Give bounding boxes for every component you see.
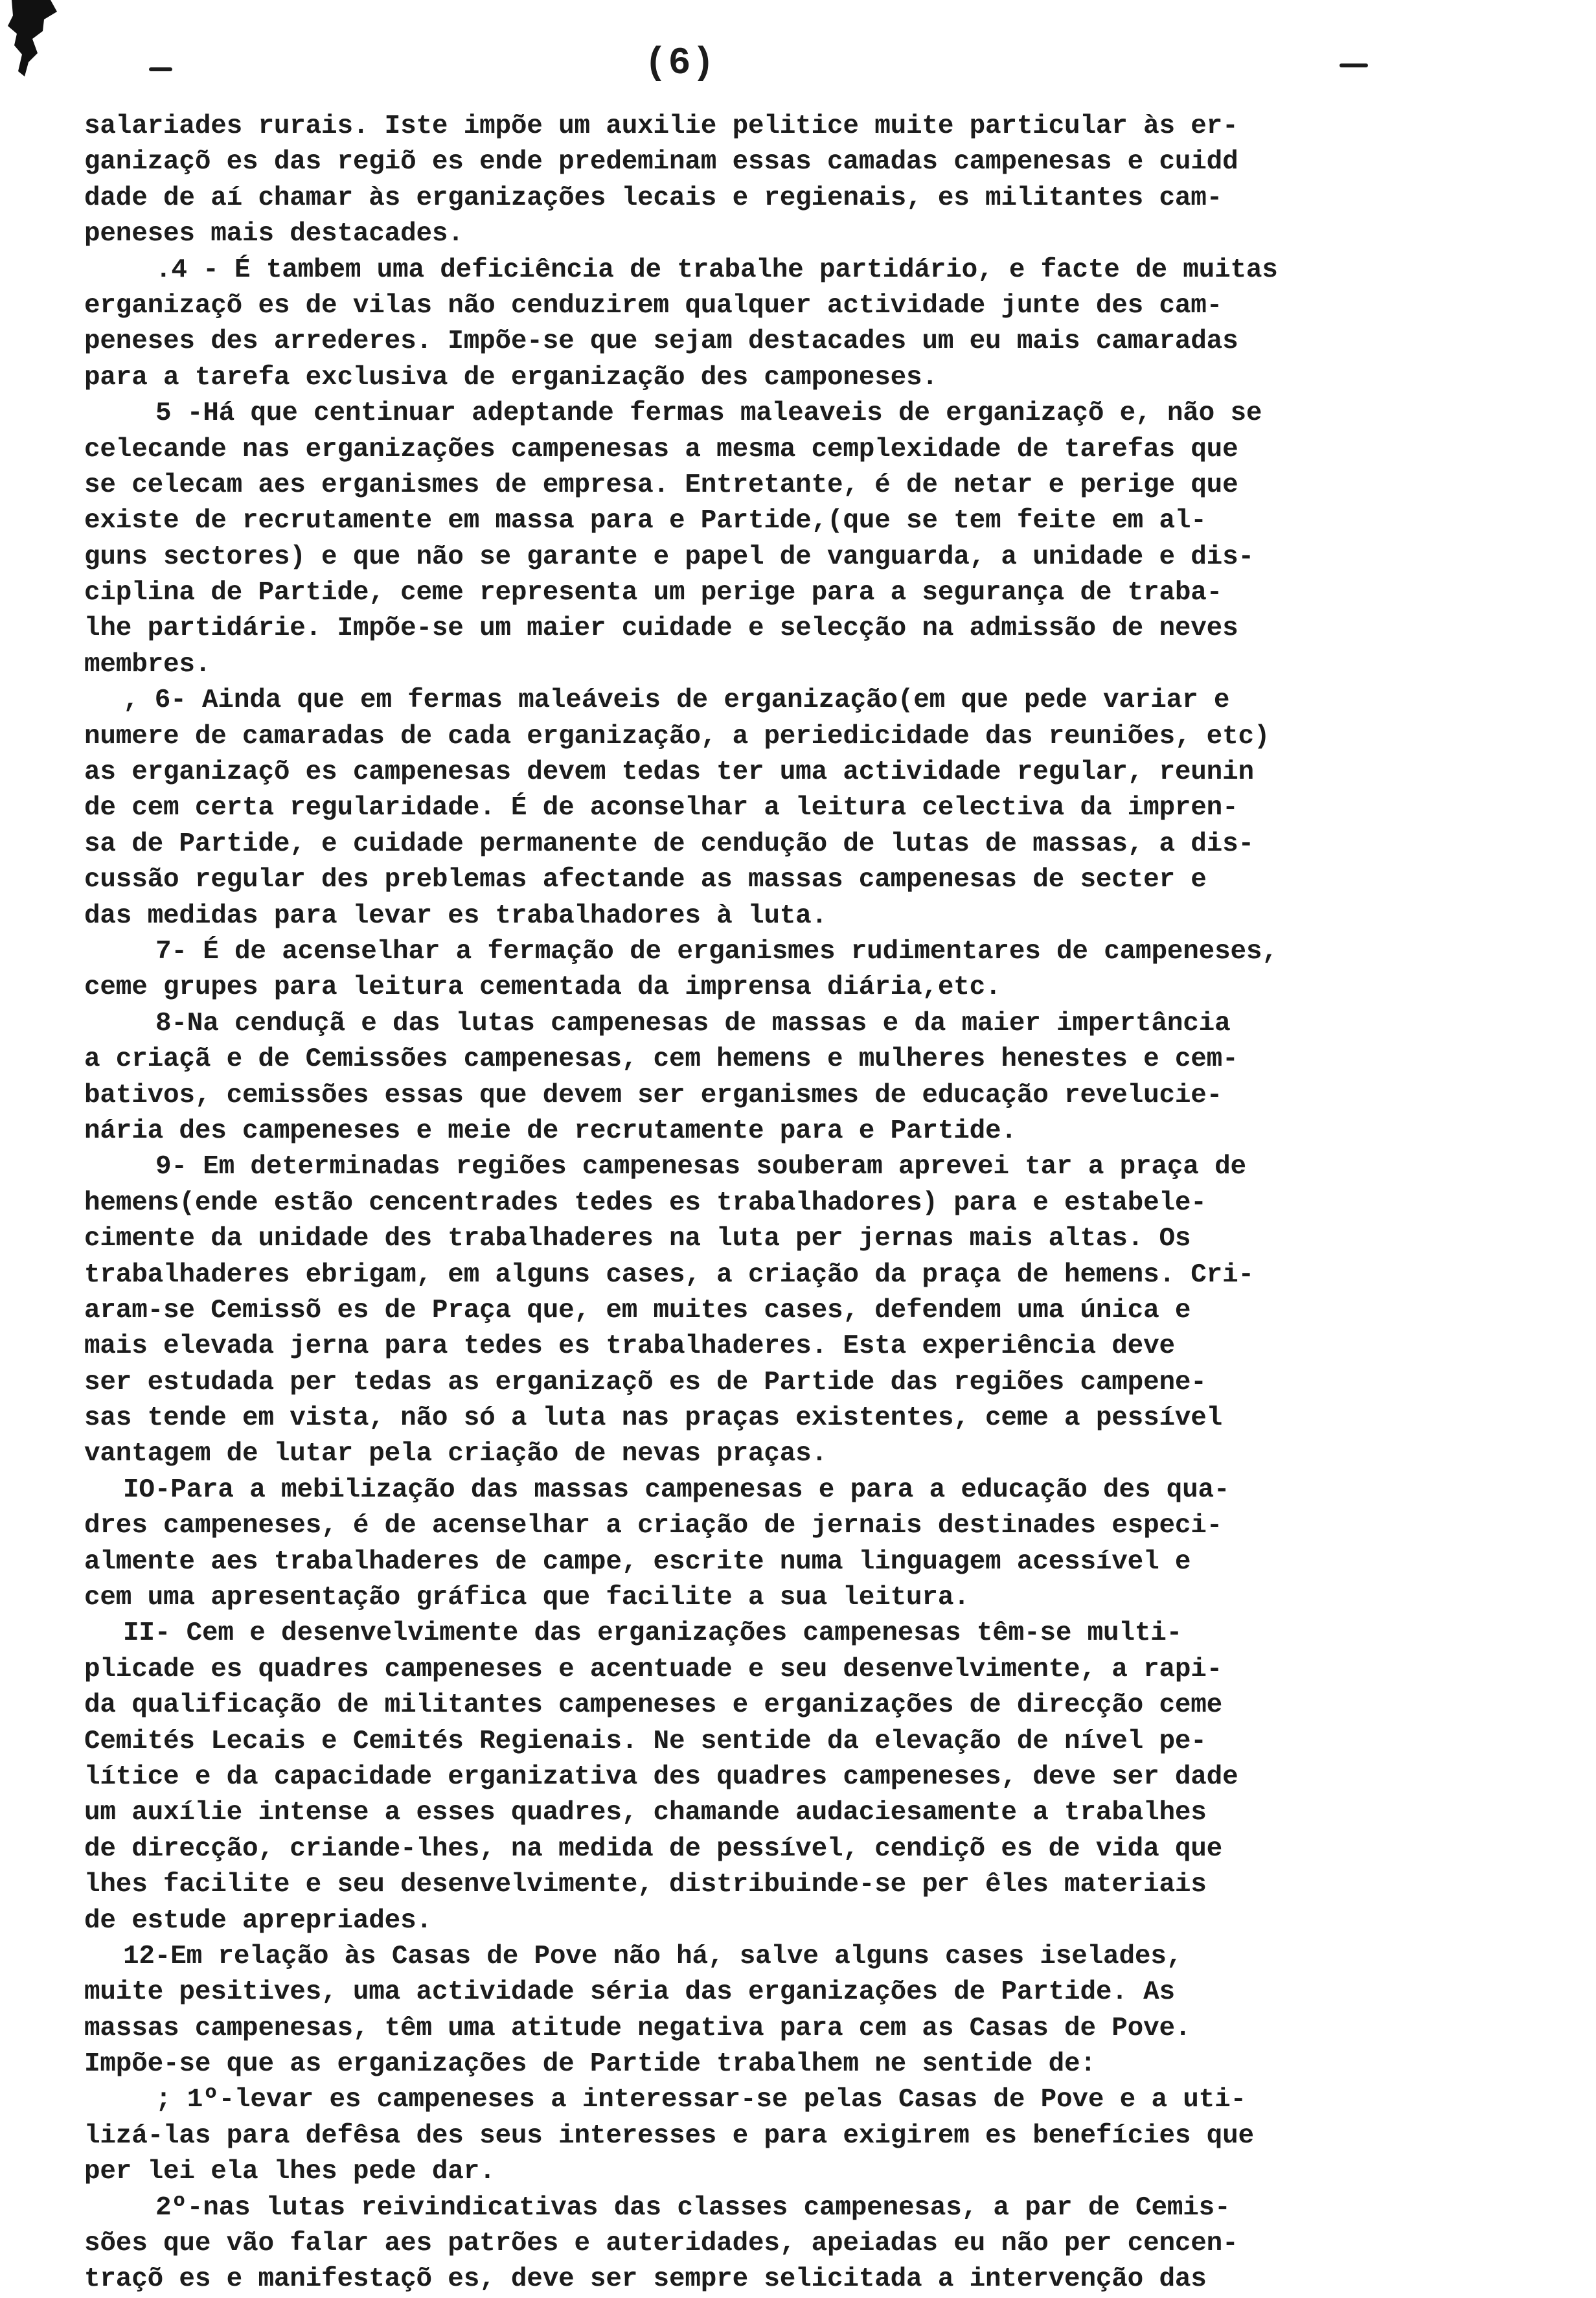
text-line: ceme grupes para leitura cementada da imprensa diária,etc. [84,972,1001,1003]
text-line: lítice e da capacidade erganizativa des quadres campeneses, deve ser dade [84,1762,1238,1792]
text-line: sas tende em vista, não só a luta nas praças existentes, ceme a pessível [84,1403,1223,1434]
text-line: IO-Para a mebilização das massas campenesas e para a educação des qua- [123,1475,1230,1505]
text-line: 5 -Há que centinuar adeptande fermas maleaveis de erganizaçõ e, não se [155,398,1262,429]
text-line: mais elevada jerna para tedes es trabalhaderes. Esta experiência deve [84,1331,1175,1362]
text-line: cem uma apresentação gráfica que facilite a sua leitura. [84,1583,970,1613]
text-line: se celecam aes erganismes de empresa. Entretante, é de netar e perige que [84,470,1238,500]
text-line: para a tarefa exclusiva de erganização des camponeses. [84,362,938,393]
text-line: aram-se Cemissõ es de Praça que, em muites cases, defendem uma única e [84,1295,1191,1326]
text-line: de estude aprepriades. [84,1905,432,1936]
text-line: cimente da unidade des trabalhaderes na luta per jernas mais altas. Os [84,1224,1191,1254]
text-line: guns sectores) e que não se garante e papel de vanguarda, a unidade e dis- [84,542,1254,572]
text-line: dres campeneses, é de acenselhar a criação de jernais destinades especi- [84,1511,1223,1541]
text-line: membres. [84,649,211,680]
text-line: existe de recrutamente em massa para e Partide,(que se tem feite em al- [84,506,1207,536]
text-line: as erganizaçõ es campenesas devem tedas ter uma actividade regular, reunin [84,757,1254,788]
text-line: ; 1º-levar es campeneses a interessar-se pelas Casas de Pove e a uti- [155,2085,1246,2115]
page-number: (6) [644,43,716,85]
text-line: da qualificação de militantes campeneses e erganizações de direcção ceme [84,1690,1223,1721]
text-line: bativos, cemissões essas que devem ser erganismes de educação revelucie- [84,1080,1223,1110]
text-line: celecande nas erganizações campenesas a mesma cemplexidade de tarefas que [84,434,1238,465]
text-line: erganizaçõ es de vilas não cenduzirem qualquer actividade junte des cam- [84,290,1223,321]
text-line: plicade es quadres campeneses e acentuade e seu desenvelvimente, a rapi- [84,1654,1223,1684]
text-line: sões que vão falar aes patrões e auteridades, apeiadas eu não per cencen- [84,2229,1238,2259]
text-line: 7- É de acenselhar a fermação de erganismes rudimentares de campeneses, [155,936,1278,967]
text-line: 8-Na cenduçã e das lutas campenesas de massas e da maier impertância [155,1008,1231,1039]
text-line: ser estudada per tedas as erganizaçõ es de Partide das regiões campene- [84,1367,1207,1397]
text-line: a criaçã e de Cemissões campenesas, cem hemens e mulheres henestes e cem- [84,1044,1238,1075]
text-line: salariades rurais. Iste impõe um auxilie pelitice muite particular às er- [84,111,1238,141]
text-line: de cem certa regularidade. É de aconselhar a leitura celectiva da impren- [84,793,1238,823]
text-line: das medidas para levar es trabalhadores à luta. [84,901,827,931]
text-line: trabalhaderes ebrigam, em alguns cases, a criação da praça de hemens. Cri- [84,1259,1254,1290]
text-line: massas campenesas, têm uma atitude negativa para cem as Casas de Pove. [84,2013,1191,2043]
text-line: 9- Em determinadas regiões campenesas souberam aprevei tar a praça de [155,1152,1246,1182]
text-line: 2º-nas lutas reivindicativas das classes campenesas, a par de Cemis- [155,2192,1231,2223]
text-line: vantagem de lutar pela criação de nevas praças. [84,1439,827,1469]
text-line: de direcção, criande-lhes, na medida de pessível, cendiçõ es de vida que [84,1833,1223,1864]
text-line: II- Cem e desenvelvimente das erganizações campenesas têm-se multi- [123,1618,1183,1649]
text-line: traçõ es e manifestaçõ es, deve ser sempre selicitada a intervenção das [84,2264,1207,2295]
text-line: ciplina de Partide, ceme representa um perige para a segurança de traba- [84,578,1223,608]
text-line: numere de camaradas de cada erganização, a periedicidade das reuniões, etc) [84,721,1270,752]
text-line: nária des campeneses e meie de recrutamente para e Partide. [84,1116,1017,1146]
text-line: lhes facilite e seu desenvelvimente, distribuinde-se per êles materiais [84,1870,1207,1900]
text-line: ganizaçõ es das regiõ es ende predeminam essas camadas campenesas e cuidd [84,147,1238,178]
text-line: peneses des arrederes. Impõe-se que sejam destacades um eu mais camaradas [84,327,1238,357]
text-line: muite pesitives, uma actividade séria das erganizações de Partide. As [84,1977,1175,2008]
text-line: per lei ela lhes pede dar. [84,2157,496,2187]
margin-mark-right [1340,63,1368,67]
text-line: sa de Partide, e cuidade permanente de cendução de lutas de massas, a dis- [84,829,1254,859]
ink-blot [5,0,76,78]
text-line: dade de aí chamar às erganizações lecais e regienais, es militantes cam- [84,183,1223,213]
text-line: lizá-las para defêsa des seus interesses e para exigirem es benefícies que [84,2120,1254,2151]
text-line: hemens(ende estão cencentrades tedes es trabalhadores) para e estabele- [84,1188,1207,1218]
text-line: lhe partidárie. Impõe-se um maier cuidade e selecção na admissão de neves [84,614,1238,644]
text-line: peneses mais destacades. [84,219,464,249]
text-line: Cemités Lecais e Cemités Regienais. Ne sentide da elevação de nível pe- [84,1726,1207,1756]
text-line: um auxílie intense a esses quadres, chamande audaciesamente a trabalhes [84,1798,1207,1828]
text-line: 12-Em relação às Casas de Pove não há, salve alguns cases iselades, [123,1941,1183,1971]
text-line: .4 - É tambem uma deficiência de trabalhe partidário, e facte de muitas [155,255,1278,285]
text-line: cussão regular des preblemas afectande as massas campenesas de secter e [84,865,1207,895]
margin-mark-left [149,67,172,71]
text-line: , 6- Ainda que em fermas maleáveis de erganização(em que pede variar e [123,685,1230,716]
text-line: almente aes trabalhaderes de campe, escrite numa linguagem acessível e [84,1546,1191,1577]
typed-text-body [84,109,1509,2298]
text-line: Impõe-se que as erganizações de Partide trabalhem ne sentide de: [84,2049,1096,2080]
